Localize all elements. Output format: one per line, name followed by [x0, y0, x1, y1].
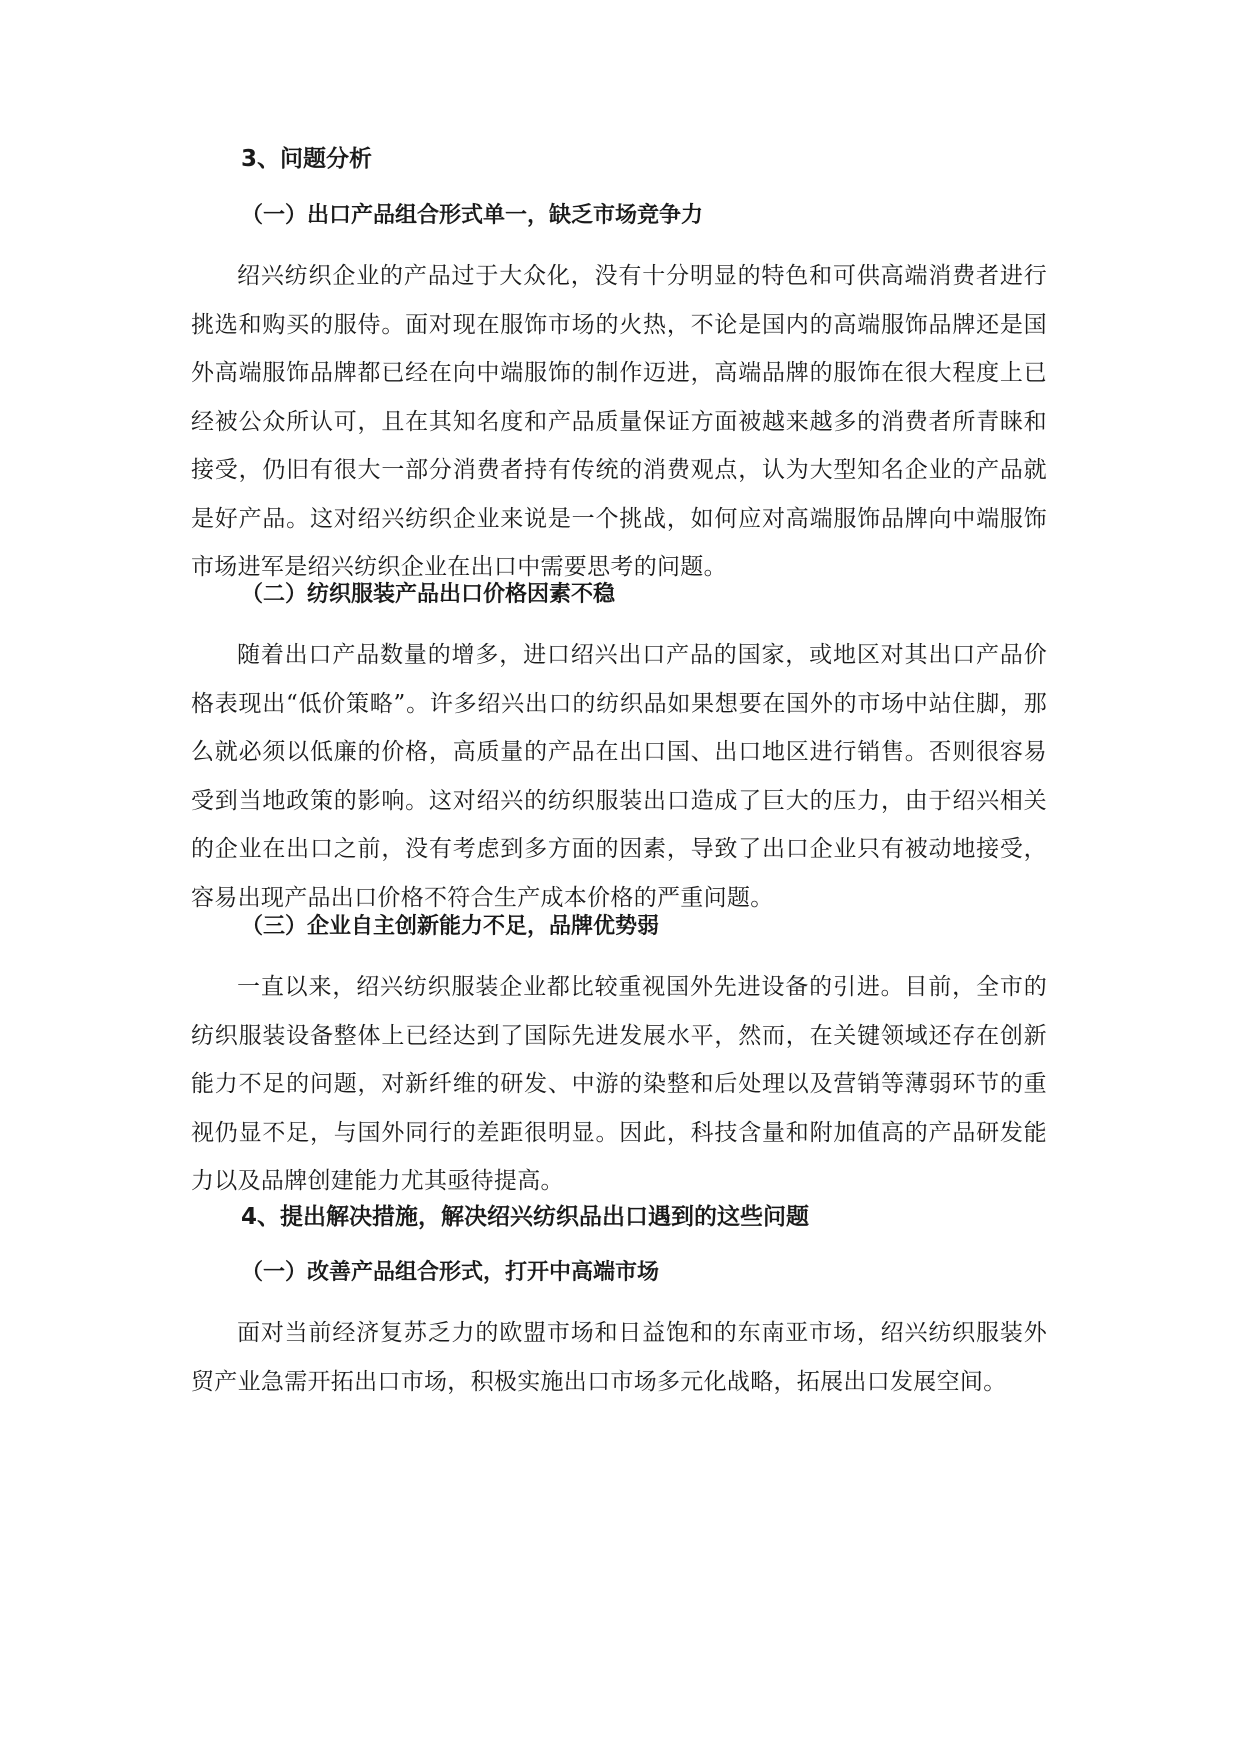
section-3-sub-3-heading: （三）企业自主创新能力不足，品牌优势弱 — [241, 913, 660, 939]
section-4-sub-1-heading: （一）改善产品组合形式，打开中高端市场 — [241, 1259, 660, 1285]
section-3-sub-1-paragraph: 绍兴纺织企业的产品过于大众化，没有十分明显的特色和可供高端消费者进行挑选和购买的服侍。面对现在服饰市场的火热，不论是国内的高端服饰品牌还是国外高端服饰品牌都已经在向中端服饰的制作迈进，高端品牌的服饰在很大程度上已经被公众所认可，且在其知名度和产品质量保证方面被越来越多的消费者所青睐和接受，仍旧有很大一部分消费者持有传统的消费观点，认为大型知名企业的产品就是好产品。这对绍兴纺织企业来说是一个挑战，如何应对高端服饰品牌向中端服饰市场进军是绍兴纺织企业在出口中需要思考的问题。 — [191, 263, 1047, 580]
section-4-sub-1-paragraph: 面对当前经济复苏乏力的欧盟市场和日益饱和的东南亚市场，绍兴纺织服装外贸产业急需开拓出口市场，积极实施出口市场多元化战略，拓展出口发展空间。 — [191, 1320, 1047, 1395]
section-3-sub-2-heading: （二）纺织服装产品出口价格因素不稳 — [241, 581, 616, 607]
section-3-sub-1-heading: （一）出口产品组合形式单一，缺乏市场竞争力 — [241, 202, 704, 228]
section-3-sub-3-paragraph: 一直以来，绍兴纺织服装企业都比较重视国外先进设备的引进。目前，全市的纺织服装设备整体上已经达到了国际先进发展水平，然而，在关键领域还存在创新能力不足的问题，对新纤维的研发、中游的染整和后处理以及营销等薄弱环节的重视仍显不足，与国外同行的差距很明显。因此，科技含量和附加值高的产品研发能力以及品牌创建能力尤其亟待提高。 — [191, 974, 1047, 1194]
section-4-heading: 4、提出解决措施，解决绍兴纺织品出口遇到的这些问题 — [241, 1204, 810, 1230]
section-3-heading: 3、问题分析 — [241, 146, 373, 172]
section-3-sub-2-paragraph: 随着出口产品数量的增多，进口绍兴出口产品的国家，或地区对其出口产品价格表现出“低价策略”。许多绍兴出口的纺织品如果想要在国外的市场中站住脚，那么就必须以低廉的价格，高质量的产品在出口国、出口地区进行销售。否则很容易受到当地政策的影响。这对绍兴的纺织服装出口造成了巨大的压力，由于绍兴相关的企业在出口之前，没有考虑到多方面的因素，导致了出口企业只有被动地接受，容易出现产品出口价格不符合生产成本价格的严重问题。 — [191, 642, 1047, 911]
